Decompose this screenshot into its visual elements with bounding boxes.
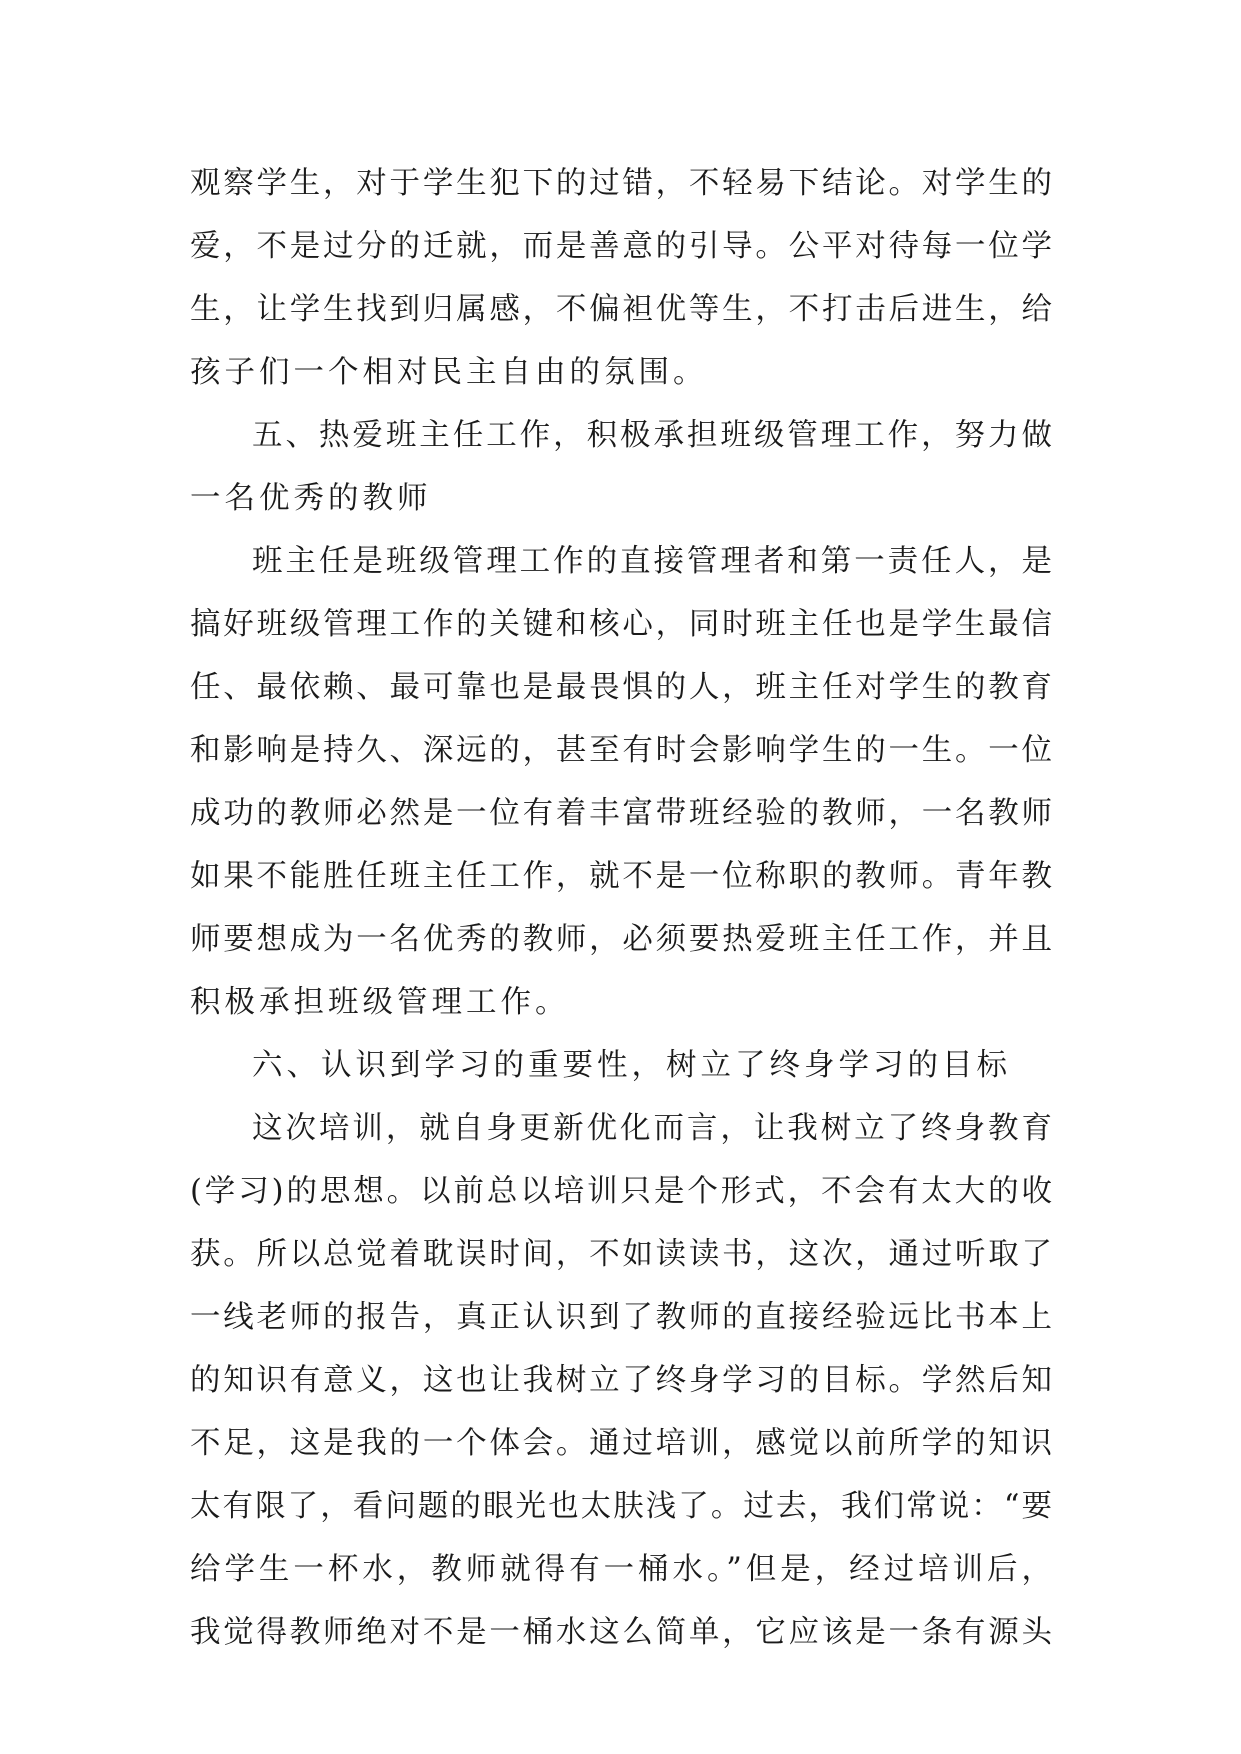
text-line: 获。所以总觉着耽误时间，不如读读书，这次，通过听取了 — [190, 1237, 1052, 1272]
text-line: 师要想成为一名优秀的教师，必须要热爱班主任工作，并且 — [190, 922, 1052, 957]
text-line: 观察学生，对于学生犯下的过错，不轻易下结论。对学生的 — [190, 166, 1052, 201]
text-line: 和影响是持久、深远的，甚至有时会影响学生的一生。一位 — [190, 733, 1052, 768]
text-line: 任、最依赖、最可靠也是最畏惧的人，班主任对学生的教育 — [190, 670, 1052, 705]
text-line: (学习)的思想。以前总以培训只是个形式，不会有太大的收 — [190, 1174, 1052, 1209]
paragraph-first-line: 五、热爱班主任工作，积极承担班级管理工作，努力做 — [252, 418, 1052, 453]
paragraph-first-line: 班主任是班级管理工作的直接管理者和第一责任人，是 — [252, 544, 1052, 579]
text-line: 生，让学生找到归属感，不偏袒优等生，不打击后进生，给 — [190, 292, 1052, 327]
text-line: 搞好班级管理工作的关键和核心，同时班主任也是学生最信 — [190, 607, 1052, 642]
text-line: 太有限了，看问题的眼光也太肤浅了。过去，我们常说：“要 — [190, 1489, 1052, 1524]
text-line: 不足，这是我的一个体会。通过培训，感觉以前所学的知识 — [190, 1426, 1052, 1461]
text-line: 积极承担班级管理工作。 — [190, 985, 570, 1020]
paragraph-first-line: 六、认识到学习的重要性，树立了终身学习的目标 — [252, 1048, 1011, 1083]
text-line: 一名优秀的教师 — [190, 481, 432, 516]
text-line: 给学生一杯水，教师就得有一桶水。”但是，经过培训后， — [190, 1552, 1052, 1587]
text-line: 成功的教师必然是一位有着丰富带班经验的教师，一名教师 — [190, 796, 1052, 831]
text-line: 的知识有意义，这也让我树立了终身学习的目标。学然后知 — [190, 1363, 1052, 1398]
paragraph-first-line: 这次培训，就自身更新优化而言，让我树立了终身教育 — [252, 1111, 1052, 1146]
text-line: 爱，不是过分的迁就，而是善意的引导。公平对待每一位学 — [190, 229, 1052, 264]
text-line: 如果不能胜任班主任工作，就不是一位称职的教师。青年教 — [190, 859, 1052, 894]
text-line: 一线老师的报告，真正认识到了教师的直接经验远比书本上 — [190, 1300, 1052, 1335]
text-line: 我觉得教师绝对不是一桶水这么简单，它应该是一条有源头 — [190, 1615, 1052, 1650]
body-text — [190, 152, 1052, 1664]
text-line: 孩子们一个相对民主自由的氛围。 — [190, 355, 708, 390]
